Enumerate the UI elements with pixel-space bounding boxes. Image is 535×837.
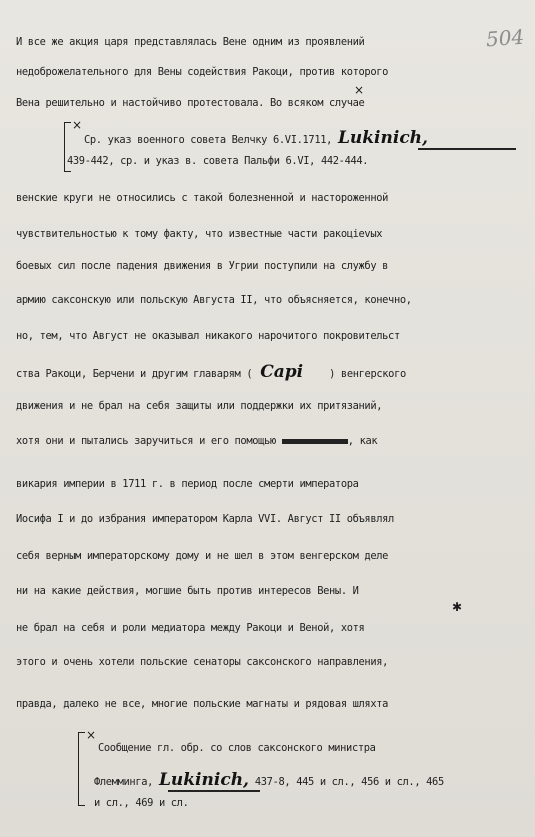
page-number: 504 — [485, 24, 525, 52]
text-line-13: Иосифа I и до избрания императором Карла VVI. Август II объявлял — [16, 513, 394, 525]
text-line-1: И все же акция царя представлялась Вене одним из проявлений — [16, 36, 365, 48]
text-line-12: викария империи в 1711 г. в период после смерти императора — [16, 478, 359, 490]
text-line-9 — [16, 362, 406, 382]
underline — [168, 790, 260, 792]
text-line-16: не брал на себя и роли медиатора между Ракоци и Веной, хотя — [16, 622, 365, 634]
footnote-marker: × — [86, 728, 97, 742]
text-line-18: правда, далеко не все, многие польские магнаты и рядовая шляхта — [16, 698, 389, 710]
text-line-8: но, тем, что Август не оказывал никакого нарочитого покровительст — [16, 330, 400, 342]
struck-out-word — [282, 439, 348, 444]
footnote-2-line-b — [94, 770, 444, 790]
footnote-2-line-c: и сл., 469 и сл. — [94, 797, 189, 809]
footnote-2-text-post: 437-8, 445 и сл., 456 и сл., 465 — [254, 776, 444, 788]
footnote-1-line-b: 439-442, ср. и указ в. совета Пальфи 6.VI, 442-444. — [67, 155, 369, 167]
insertion-marker: × — [354, 83, 365, 97]
text-line-14: себя верным императорскому дому и не шел в этом венгерском деле — [16, 550, 389, 562]
text-line-6: боевых сил после падения движения в Угрии поступили на службу в — [16, 260, 389, 272]
footnote-2-line-a: Сообщение гл. обр. со слов саксонского министра — [98, 742, 376, 754]
text-line-17: этого и очень хотели польские сенаторы саксонского направления, — [16, 656, 389, 668]
handwritten-capi: Capi — [260, 362, 304, 382]
text-line-11-end: , как — [347, 435, 378, 447]
text-line-10: движения и не брал на себя защиты или поддержки их притязаний, — [16, 400, 383, 412]
footnote-2-text-pre: Флемминга, — [94, 776, 154, 788]
text-line-7: армию саксонскую или польскую Августа II, что объясняется, конечно, — [16, 294, 412, 306]
text-line-2: недоброжелательного для Вены содействия Ракоци, против которого — [16, 66, 389, 78]
text-line-11 — [16, 435, 377, 448]
footnote-bracket — [78, 732, 85, 806]
text-line-4: венские круги не относились с такой болезненной и настороженной — [16, 192, 389, 204]
handwritten-lukinich-1: Lukinich, — [337, 128, 428, 148]
text-line-5: чувствительностью к тому факту, что известные части ракоцievых — [16, 228, 383, 240]
footnote-marker: × — [72, 118, 83, 132]
text-line-11-start: хотя они и пытались заручиться и его помощью — [16, 435, 276, 447]
text-line-9-start: ства Ракоци, Берчени и другим главарям ( — [16, 368, 253, 380]
text-line-9-end: ) венгерского — [329, 368, 406, 380]
underline — [418, 148, 516, 150]
footnote-1-text-a: Ср. указ военного совета Велчку 6.VI.1711, — [84, 134, 333, 146]
footnote-1-line-a — [84, 128, 428, 148]
handwritten-lukinich-2: Lukinich, — [158, 770, 249, 790]
text-line-3: Вена решительно и настойчиво протестовала. Во всяком случае — [16, 97, 365, 109]
asterisk-marker: ✱ — [452, 600, 463, 614]
text-line-15: ни на какие действия, могшие быть против интересов Вены. И — [16, 585, 359, 597]
